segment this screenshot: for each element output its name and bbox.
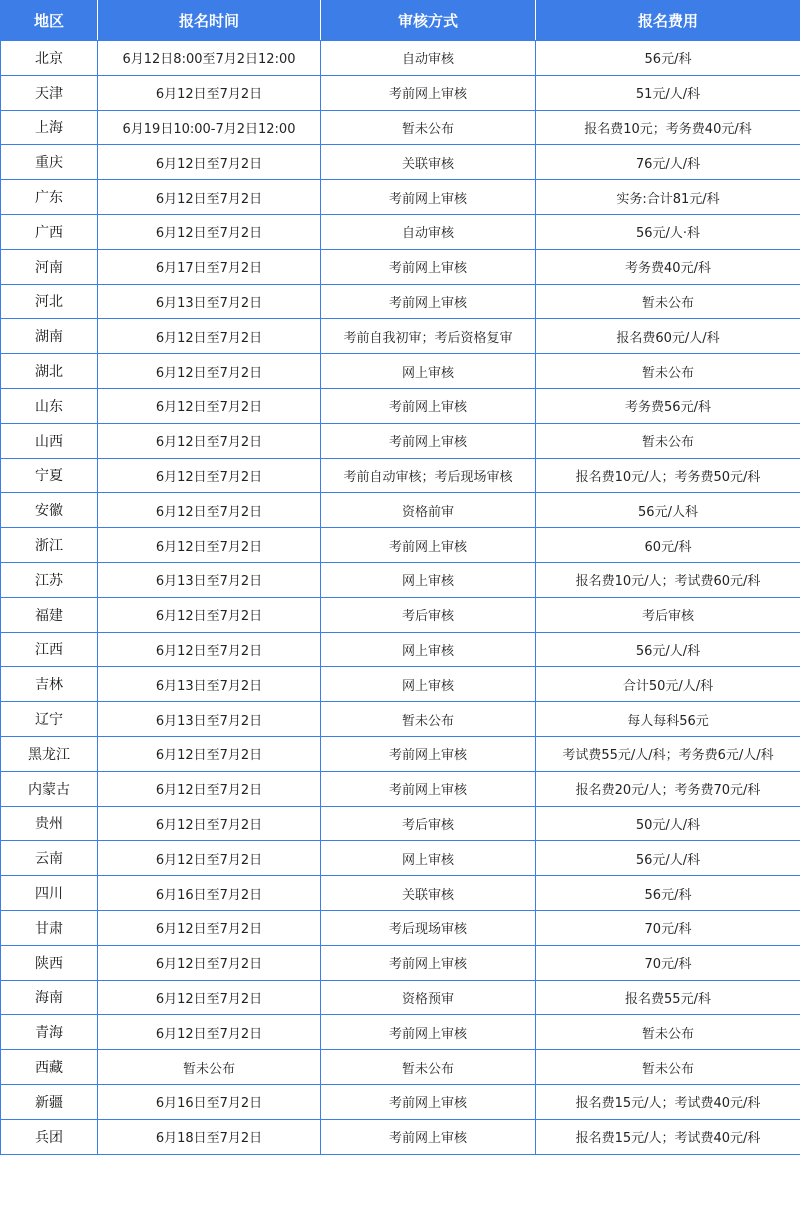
cell-registration-time: 6月12日至7月2日 [98, 319, 321, 354]
cell-review-method: 关联审核 [321, 876, 536, 911]
table-row [1, 1015, 800, 1050]
cell-registration-time: 6月12日至7月2日 [98, 771, 321, 806]
cell-registration-time: 6月12日至7月2日 [98, 354, 321, 389]
table-row [1, 284, 800, 319]
cell-review-method: 考前网上审核 [321, 180, 536, 215]
cell-review-method: 考后审核 [321, 806, 536, 841]
table-row [1, 145, 800, 180]
cell-registration-fee: 报名费60元/人/科 [536, 319, 800, 354]
cell-region: 吉林 [1, 667, 98, 702]
cell-registration-fee: 报名费55元/科 [536, 980, 800, 1015]
cell-review-method: 自动审核 [321, 41, 536, 76]
cell-region: 山东 [1, 388, 98, 423]
cell-registration-time: 6月12日至7月2日 [98, 1015, 321, 1050]
cell-review-method: 考前自动审核；考后现场审核 [321, 458, 536, 493]
cell-review-method: 暂未公布 [321, 702, 536, 737]
cell-review-method: 网上审核 [321, 632, 536, 667]
cell-registration-time: 6月13日至7月2日 [98, 667, 321, 702]
cell-review-method: 网上审核 [321, 667, 536, 702]
cell-registration-time: 6月17日至7月2日 [98, 249, 321, 284]
table-row [1, 1119, 800, 1154]
table-row [1, 910, 800, 945]
cell-registration-fee: 考务费40元/科 [536, 249, 800, 284]
header-review-method: 审核方式 [321, 1, 536, 41]
cell-registration-time: 6月12日8:00至7月2日12:00 [98, 41, 321, 76]
cell-region: 安徽 [1, 493, 98, 528]
cell-registration-fee: 报名费15元/人；考试费40元/科 [536, 1119, 800, 1154]
cell-registration-fee: 70元/科 [536, 945, 800, 980]
cell-region: 青海 [1, 1015, 98, 1050]
cell-registration-time: 6月13日至7月2日 [98, 702, 321, 737]
cell-registration-fee: 报名费20元/人；考务费70元/科 [536, 771, 800, 806]
cell-region: 山西 [1, 423, 98, 458]
cell-review-method: 考前网上审核 [321, 75, 536, 110]
cell-region: 湖南 [1, 319, 98, 354]
table-row [1, 354, 800, 389]
table-row [1, 841, 800, 876]
cell-registration-time: 6月12日至7月2日 [98, 388, 321, 423]
cell-registration-time: 6月12日至7月2日 [98, 806, 321, 841]
cell-registration-fee: 暂未公布 [536, 423, 800, 458]
cell-region: 北京 [1, 41, 98, 76]
cell-registration-time: 6月12日至7月2日 [98, 736, 321, 771]
cell-review-method: 关联审核 [321, 145, 536, 180]
table-row [1, 493, 800, 528]
cell-registration-fee: 56元/科 [536, 41, 800, 76]
table-header [1, 1, 800, 41]
table-row [1, 667, 800, 702]
cell-review-method: 暂未公布 [321, 1050, 536, 1085]
cell-registration-time: 6月12日至7月2日 [98, 180, 321, 215]
cell-region: 河南 [1, 249, 98, 284]
table-row [1, 980, 800, 1015]
cell-review-method: 考前网上审核 [321, 423, 536, 458]
cell-region: 浙江 [1, 528, 98, 563]
cell-region: 内蒙古 [1, 771, 98, 806]
cell-review-method: 考前网上审核 [321, 945, 536, 980]
cell-review-method: 网上审核 [321, 562, 536, 597]
table-row [1, 945, 800, 980]
cell-registration-fee: 70元/科 [536, 910, 800, 945]
cell-region: 上海 [1, 110, 98, 145]
cell-region: 海南 [1, 980, 98, 1015]
table-row [1, 562, 800, 597]
table-row [1, 702, 800, 737]
cell-registration-fee: 暂未公布 [536, 354, 800, 389]
cell-region: 江西 [1, 632, 98, 667]
cell-registration-time: 6月12日至7月2日 [98, 597, 321, 632]
cell-registration-fee: 实务:合计81元/科 [536, 180, 800, 215]
cell-region: 辽宁 [1, 702, 98, 737]
table-row [1, 876, 800, 911]
cell-registration-time: 6月12日至7月2日 [98, 632, 321, 667]
cell-review-method: 考前网上审核 [321, 284, 536, 319]
cell-region: 广西 [1, 214, 98, 249]
cell-registration-fee: 报名费10元；考务费40元/科 [536, 110, 800, 145]
cell-registration-time: 暂未公布 [98, 1050, 321, 1085]
cell-registration-time: 6月12日至7月2日 [98, 980, 321, 1015]
table-row [1, 214, 800, 249]
cell-review-method: 考前网上审核 [321, 771, 536, 806]
cell-region: 兵团 [1, 1119, 98, 1154]
cell-registration-fee: 56元/人/科 [536, 841, 800, 876]
cell-registration-fee: 56元/人·科 [536, 214, 800, 249]
cell-registration-time: 6月12日至7月2日 [98, 423, 321, 458]
cell-registration-fee: 考务费56元/科 [536, 388, 800, 423]
table-row [1, 1050, 800, 1085]
cell-review-method: 考后现场审核 [321, 910, 536, 945]
cell-review-method: 考前网上审核 [321, 249, 536, 284]
table-row [1, 110, 800, 145]
cell-region: 黑龙江 [1, 736, 98, 771]
cell-registration-time: 6月12日至7月2日 [98, 75, 321, 110]
cell-registration-fee: 暂未公布 [536, 1015, 800, 1050]
table-row [1, 458, 800, 493]
cell-registration-fee: 50元/人/科 [536, 806, 800, 841]
cell-region: 广东 [1, 180, 98, 215]
cell-registration-fee: 60元/科 [536, 528, 800, 563]
table-row [1, 180, 800, 215]
cell-registration-fee: 56元/人科 [536, 493, 800, 528]
cell-registration-fee: 每人每科56元 [536, 702, 800, 737]
cell-registration-time: 6月13日至7月2日 [98, 562, 321, 597]
table-row [1, 1084, 800, 1119]
header-row [1, 1, 800, 41]
cell-region: 贵州 [1, 806, 98, 841]
cell-region: 湖北 [1, 354, 98, 389]
table-row [1, 319, 800, 354]
cell-registration-time: 6月12日至7月2日 [98, 458, 321, 493]
cell-registration-time: 6月12日至7月2日 [98, 945, 321, 980]
cell-review-method: 考前网上审核 [321, 1015, 536, 1050]
cell-region: 新疆 [1, 1084, 98, 1119]
table-row [1, 597, 800, 632]
cell-review-method: 暂未公布 [321, 110, 536, 145]
cell-review-method: 考前自我初审；考后资格复审 [321, 319, 536, 354]
cell-registration-time: 6月19日10:00-7月2日12:00 [98, 110, 321, 145]
table-row [1, 806, 800, 841]
cell-registration-fee: 考后审核 [536, 597, 800, 632]
cell-region: 四川 [1, 876, 98, 911]
table-body [1, 41, 800, 1155]
cell-registration-fee: 暂未公布 [536, 1050, 800, 1085]
cell-review-method: 资格预审 [321, 980, 536, 1015]
cell-review-method: 考后审核 [321, 597, 536, 632]
cell-review-method: 考前网上审核 [321, 1084, 536, 1119]
cell-region: 甘肃 [1, 910, 98, 945]
cell-region: 江苏 [1, 562, 98, 597]
cell-review-method: 自动审核 [321, 214, 536, 249]
cell-region: 云南 [1, 841, 98, 876]
cell-registration-fee: 合计50元/人/科 [536, 667, 800, 702]
cell-region: 宁夏 [1, 458, 98, 493]
cell-review-method: 资格前审 [321, 493, 536, 528]
cell-registration-fee: 51元/人/科 [536, 75, 800, 110]
cell-review-method: 考前网上审核 [321, 736, 536, 771]
cell-registration-time: 6月12日至7月2日 [98, 528, 321, 563]
cell-region: 陕西 [1, 945, 98, 980]
table-row [1, 41, 800, 76]
cell-registration-fee: 报名费10元/人；考试费60元/科 [536, 562, 800, 597]
header-registration-time: 报名时间 [98, 1, 321, 41]
cell-registration-fee: 56元/科 [536, 876, 800, 911]
cell-registration-fee: 56元/人/科 [536, 632, 800, 667]
cell-region: 福建 [1, 597, 98, 632]
cell-review-method: 网上审核 [321, 354, 536, 389]
table-row [1, 75, 800, 110]
cell-registration-time: 6月16日至7月2日 [98, 876, 321, 911]
cell-registration-time: 6月12日至7月2日 [98, 145, 321, 180]
cell-review-method: 考前网上审核 [321, 528, 536, 563]
cell-registration-fee: 报名费10元/人；考务费50元/科 [536, 458, 800, 493]
cell-registration-time: 6月16日至7月2日 [98, 1084, 321, 1119]
cell-region: 河北 [1, 284, 98, 319]
cell-region: 天津 [1, 75, 98, 110]
table-row [1, 771, 800, 806]
header-region: 地区 [1, 1, 98, 41]
cell-region: 重庆 [1, 145, 98, 180]
table-row [1, 388, 800, 423]
table-row [1, 736, 800, 771]
cell-registration-fee: 考试费55元/人/科；考务费6元/人/科 [536, 736, 800, 771]
table-row [1, 528, 800, 563]
cell-registration-time: 6月13日至7月2日 [98, 284, 321, 319]
cell-registration-time: 6月12日至7月2日 [98, 910, 321, 945]
cell-registration-time: 6月12日至7月2日 [98, 841, 321, 876]
cell-review-method: 考前网上审核 [321, 388, 536, 423]
cell-registration-time: 6月12日至7月2日 [98, 493, 321, 528]
cell-registration-fee: 暂未公布 [536, 284, 800, 319]
table-row [1, 423, 800, 458]
cell-registration-time: 6月12日至7月2日 [98, 214, 321, 249]
cell-review-method: 考前网上审核 [321, 1119, 536, 1154]
cell-registration-time: 6月18日至7月2日 [98, 1119, 321, 1154]
table-row [1, 632, 800, 667]
cell-review-method: 网上审核 [321, 841, 536, 876]
table-row [1, 249, 800, 284]
cell-registration-fee: 报名费15元/人；考试费40元/科 [536, 1084, 800, 1119]
cell-registration-fee: 76元/人/科 [536, 145, 800, 180]
cell-region: 西藏 [1, 1050, 98, 1085]
header-registration-fee: 报名费用 [536, 1, 800, 41]
